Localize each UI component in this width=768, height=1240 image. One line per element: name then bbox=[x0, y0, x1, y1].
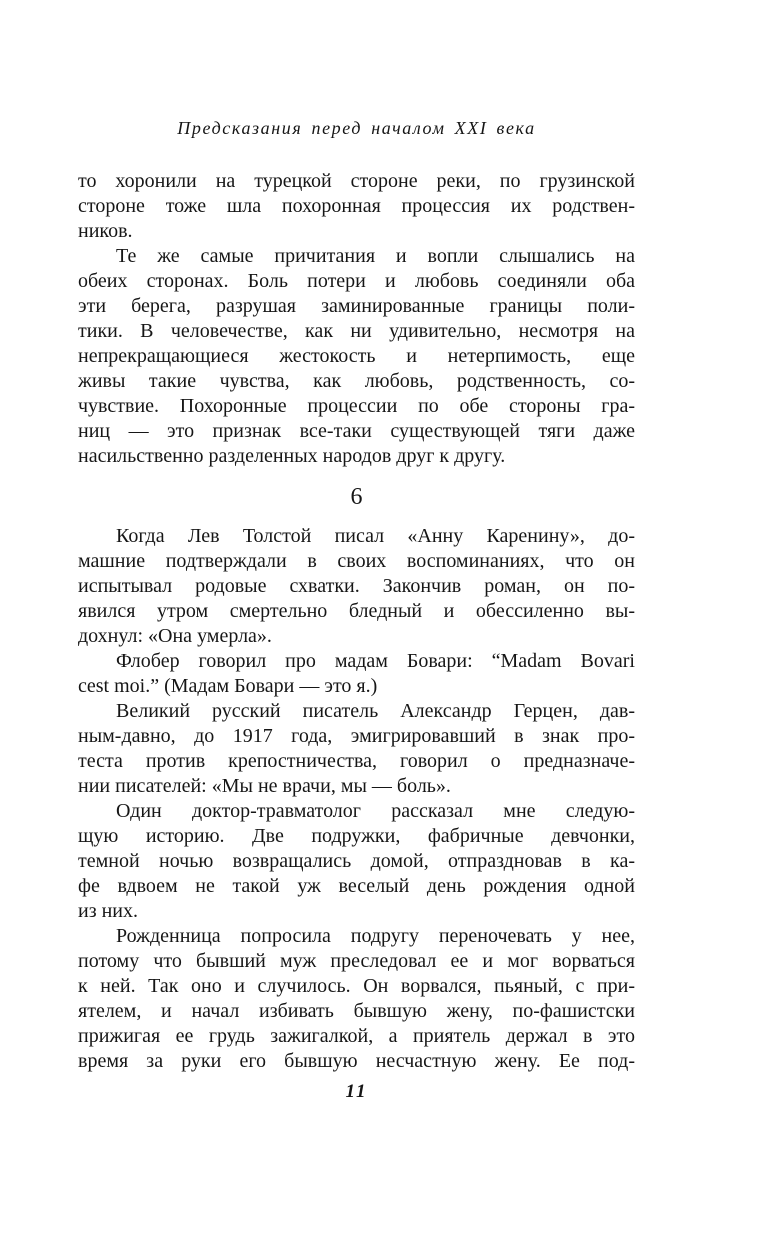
text-line: чувствие. Похоронные процессии по обе стороны гра- bbox=[78, 395, 635, 417]
text-line: Флобер говорил про мадам Бовари: “Madam Bovari bbox=[116, 650, 635, 672]
text-line: фе вдвоем не такой уж веселый день рождения одной bbox=[78, 875, 635, 897]
paragraph bbox=[78, 244, 635, 469]
text-line: нии писателей: «Мы не врачи, мы — боль». bbox=[78, 775, 451, 797]
text-line: ниц — это признак все-таки существующей тяги даже bbox=[78, 420, 635, 442]
text-line: темной ночью возвращались домой, отпраздновав в ка- bbox=[78, 850, 635, 872]
text-line: Один доктор-травматолог рассказал мне следую- bbox=[116, 800, 635, 822]
text-line: насильственно разделенных народов друг к другу. bbox=[78, 445, 506, 467]
text-line: ятелем, и начал избивать бывшую жену, по-фашистски bbox=[78, 1000, 635, 1022]
page-body bbox=[78, 169, 635, 1074]
paragraphs-bottom bbox=[78, 524, 635, 1074]
text-line: из них. bbox=[78, 900, 139, 922]
text-line: Те же самые причитания и вопли слышались на bbox=[116, 245, 635, 267]
paragraph bbox=[78, 169, 635, 244]
section-number: 6 bbox=[350, 484, 363, 510]
text-line: щую историю. Две подружки, фабричные девчонки, bbox=[78, 825, 635, 847]
text-line: время за руки его бывшую несчастную жену. Ее под- bbox=[78, 1050, 635, 1072]
paragraphs-top bbox=[78, 169, 635, 469]
text-line: стороне тоже шла похоронная процессия их родствен- bbox=[78, 195, 635, 217]
paragraph bbox=[78, 524, 635, 649]
text-line: явился утром смертельно бледный и обессиленно вы- bbox=[78, 600, 635, 622]
text-line: ников. bbox=[78, 220, 133, 242]
page-number: 11 bbox=[345, 1081, 368, 1102]
text-line: Великий русский писатель Александр Герцен, дав- bbox=[116, 700, 635, 722]
text-line: Рожденница попросила подругу переночевать у нее, bbox=[116, 925, 635, 947]
text-line: то хоронили на турецкой стороне реки, по грузинской bbox=[78, 170, 635, 192]
text-line: потому что бывший муж преследовал ее и мог ворваться bbox=[78, 950, 635, 972]
text-line: живы такие чувства, как любовь, родственность, со- bbox=[78, 370, 635, 392]
text-line: обеих сторонах. Боль потери и любовь соединяли оба bbox=[78, 270, 635, 292]
paragraph bbox=[78, 699, 635, 799]
text-line: машние подтверждали в своих воспоминаниях, что он bbox=[78, 550, 635, 572]
text-line: тики. В человечестве, как ни удивительно, несмотря на bbox=[78, 320, 635, 342]
paragraph bbox=[78, 649, 635, 699]
running-header: Предсказания перед началом XXI века bbox=[177, 118, 536, 138]
text-line: прижигая ее грудь зажигалкой, а приятель держал в это bbox=[78, 1025, 635, 1047]
text-line: эти берега, разрушая заминированные границы поли- bbox=[78, 295, 635, 317]
text-line: к ней. Так оно и случилось. Он ворвался, пьяный, с при- bbox=[78, 975, 635, 997]
text-line: ным-давно, до 1917 года, эмигрировавший в знак про- bbox=[78, 725, 635, 747]
text-line: cest moi.” (Мадам Бовари — это я.) bbox=[78, 675, 378, 697]
text-line: Когда Лев Толстой писал «Анну Каренину», до- bbox=[116, 525, 635, 547]
paragraph bbox=[78, 799, 635, 924]
text-line: испытывал родовые схватки. Закончив роман, он по- bbox=[78, 575, 635, 597]
text-line: теста против крепостничества, говорил о предназначе- bbox=[78, 750, 635, 772]
paragraph bbox=[78, 924, 635, 1074]
text-line: дохнул: «Она умерла». bbox=[78, 625, 272, 647]
text-line: непрекращающиеся жестокость и нетерпимость, еще bbox=[78, 345, 635, 367]
